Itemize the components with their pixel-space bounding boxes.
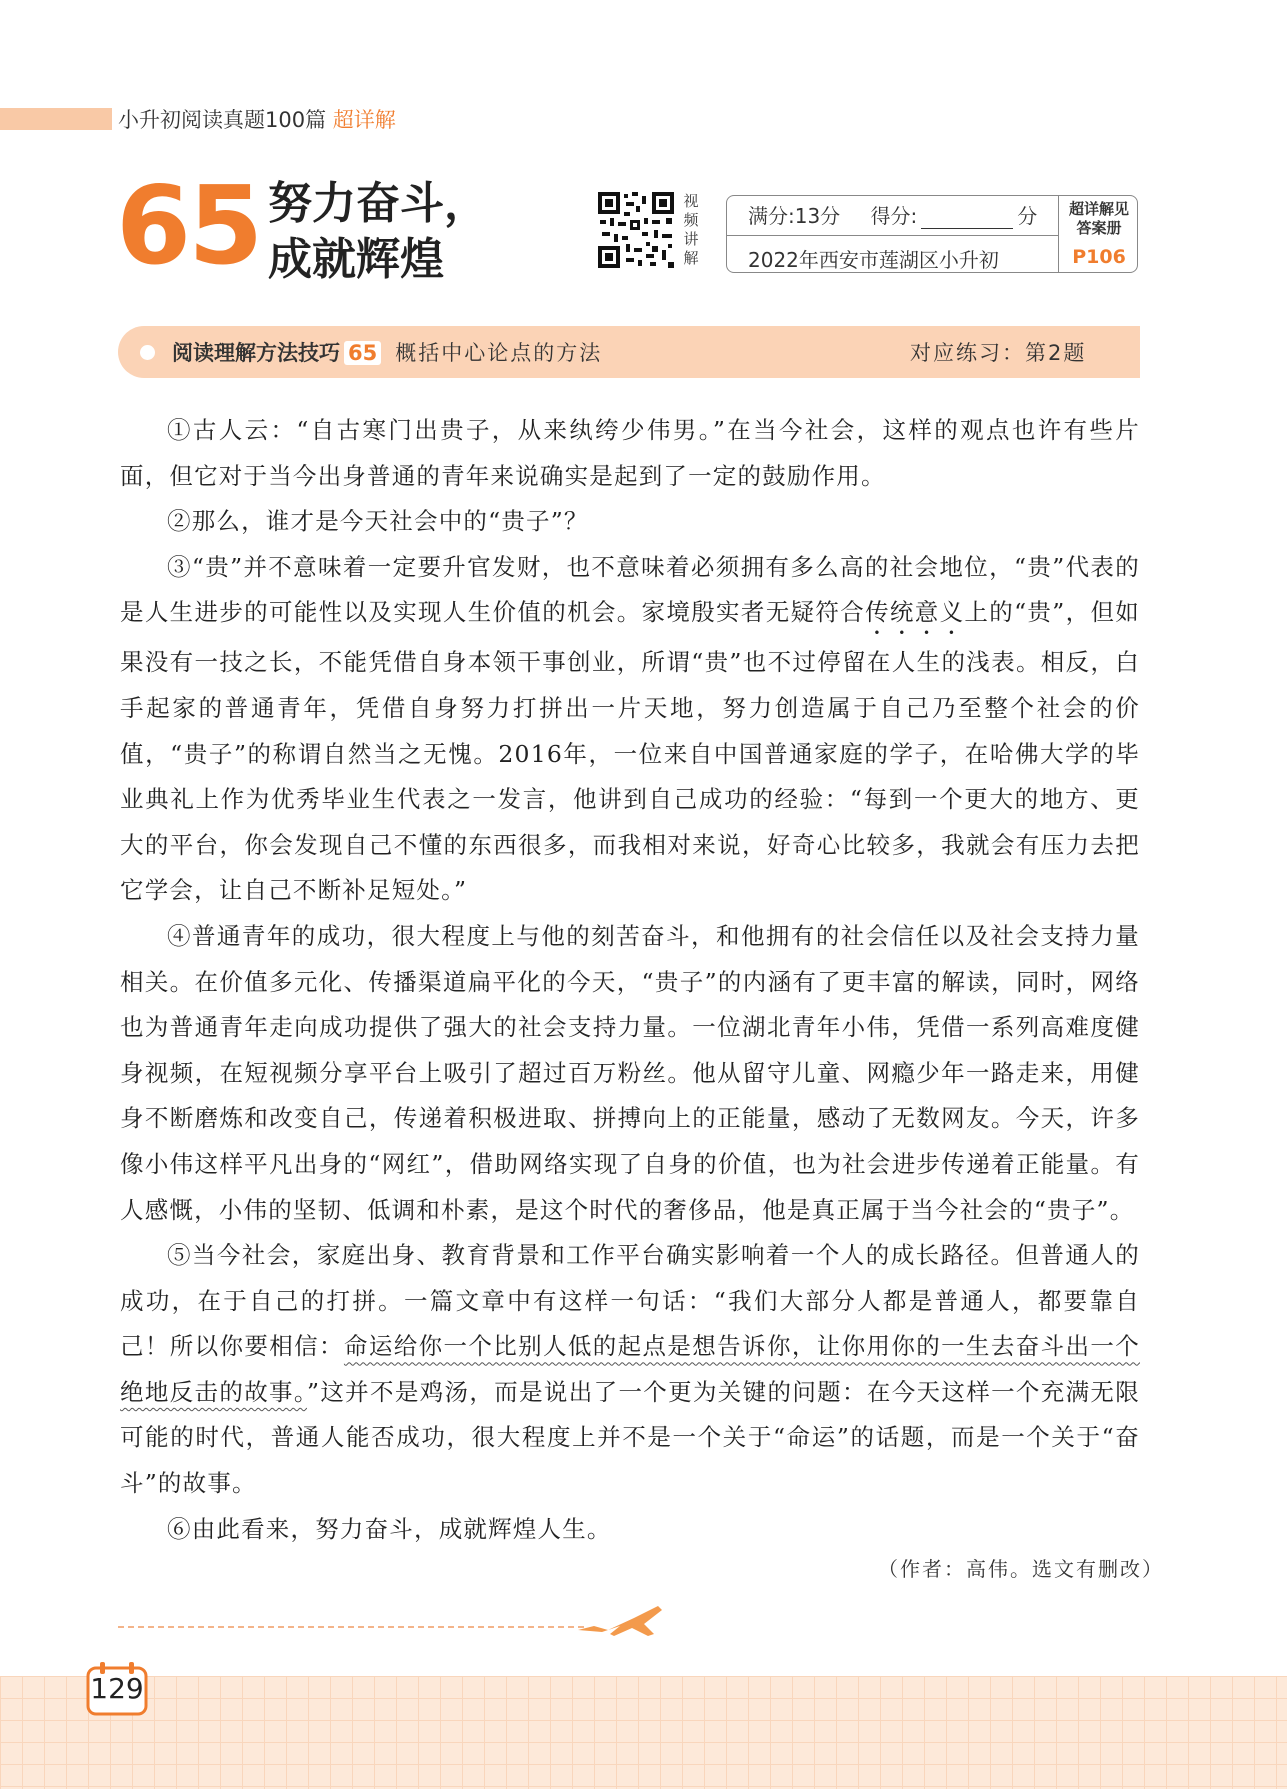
book-title-main: 小升初阅读真题100篇 [118,108,327,132]
method-banner-text [172,337,602,367]
paragraph-1: ①古人云：“自古寒门出贵子，从来纨绔少伟男。”在当今社会，这样的观点也许有些片面，但它对于当今出身普通的青年来说确实是起到了一定的鼓励作用。 [120,416,1140,490]
score-blank-field[interactable] [921,210,1013,229]
lesson-title-line1: 努力奋斗， [268,178,488,229]
lesson-title [268,176,488,288]
score-label: 得分: [870,204,918,228]
header-accent-bar [0,108,112,130]
airplane-icon [574,1600,664,1640]
footer-grid-background [0,1676,1287,1789]
full-score: 满分:13分 [748,204,841,228]
attribution: （作者：高伟。选文有删改） [878,1557,1164,1581]
lesson-title-line2: 成就辉煌 [268,234,444,285]
practice-ref: 对应练习：第2题 [910,341,1087,365]
score-box-divider-vertical [1058,195,1059,273]
book-title [118,104,396,134]
score-box-divider [726,235,1058,236]
paragraph-2: ②那么，谁才是今天社会中的“贵子”？ [167,507,589,536]
method-number: 65 [344,341,381,365]
emphasized-phrase: 传统意义 [865,598,965,627]
page-number: 129 [90,1672,144,1705]
answer-page-ref: P106 [1072,246,1126,268]
paragraph-4: ④普通青年的成功，很大程度上与他的刻苦奋斗，和他拥有的社会信任以及社会支持力量相关。在价值多元化、传播渠道扁平化的今天，“贵子”的内涵有了更丰富的解读，同时，网络也为普通青年走向成功提供了强大的社会支持力量。一位湖北青年小伟，凭借一系列高难度健身视频，在短视频分享平台上吸引了超过百万粉丝。他从留守儿童、网瘾少年一路走来，用健身不断磨炼和改变自己，传递着积极进取、拼搏向上的正能量，感动了无数网友。今天，许多像小伟这样平凡出身的“网红”，借助网络实现了自身的价值，也为社会进步传递着正能量。有人感慨，小伟的坚韧、低调和朴素，是这个时代的奢侈品，他是真正属于当今社会的“贵子”。 [120,921,1140,1224]
answer-note: 超详解见 答案册 [1068,200,1129,237]
score-row [748,200,1037,229]
qr-code-icon[interactable] [596,190,676,270]
paragraph-3: ③“贵”并不意味着一定要升官发财，也不意味着必须拥有多么高的社会地位，“贵”代表的是人生进步的可能性以及实现人生价值的机会。家境殷实者无疑符合传统意义上的“贵”，但如果没有一技之长，不能凭借自身本领干事创业，所谓“贵”也不过停留在人生的浅表。相反，白手起家的普通青年，凭借自身努力打拼出一片天地，努力创造属于自己乃至整个社会的价值，“贵子”的称谓自然当之无愧。2016年，一位来自中国普通家庭的学子，在哈佛大学的毕业典礼上作为优秀毕业生代表之一发言，他讲到自己成功的经验：“每到一个更大的地方、更大的平台，你会发现自己不懂的东西很多，而我相对来说，好奇心比较多，我就会有压力去把它学会，让自己不断补足短处。” [120,552,1140,905]
wavy-underlined-sentence: 命运给你一个比别人低的起点是想告诉你，让你用你的一生去奋斗出一个绝地反击的故事。 [120,1332,1140,1406]
exam-source: 2022年西安市莲湖区小升初 [748,248,999,272]
banner-dot-icon [140,345,155,360]
article-body [120,408,1140,1552]
method-topic: 概括中心论点的方法 [395,341,603,365]
paragraph-5: ⑤当今社会，家庭出身、教育背景和工作平台确实影响着一个人的成长路径。但普通人的成功，在于自己的打拼。一篇文章中有这样一句话：“我们大部分人都是普通人，都要靠自己！所以你要相信：命运给你一个比别人低的起点是想告诉你，让你用你的一生去奋斗出一个绝地反击的故事。”这并不是鸡汤，而是说出了一个更为关键的问题：在今天这样一个充满无限可能的时代，普通人能否成功，很大程度上并不是一个关于“命运”的话题，而是一个关于“奋斗”的故事。 [120,1241,1140,1498]
lesson-number: 65 [116,164,261,289]
score-unit: 分 [1017,204,1038,228]
method-label: 阅读理解方法技巧 [172,341,340,365]
qr-video-label: 视 频 讲 解 [683,192,699,267]
footer-dashed-line [118,1626,584,1628]
paragraph-6: ⑥由此看来，努力奋斗，成就辉煌人生。 [167,1514,612,1543]
book-title-highlight: 超详解 [332,108,396,132]
